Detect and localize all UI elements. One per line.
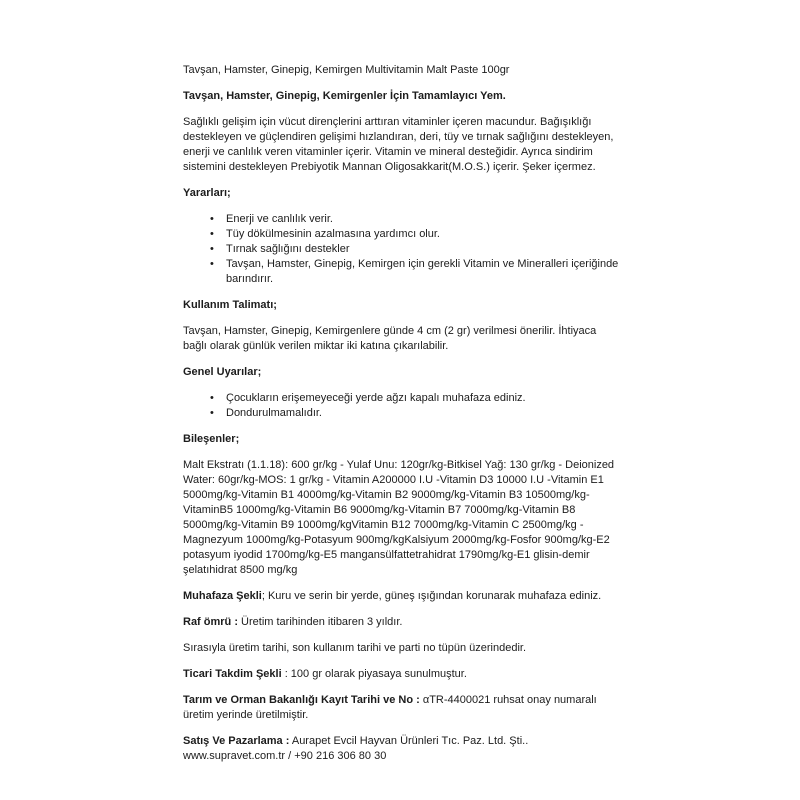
registration-line xyxy=(183,693,621,723)
date-note-line: Sırasıyla üretim tarihi, son kullanım tarihi ve parti no tüpün üzerindedir. xyxy=(183,642,526,654)
sales-label: Satış Ve Pazarlama : xyxy=(183,735,290,747)
shelf-life-label: Raf ömrü : xyxy=(183,616,238,628)
warnings-list xyxy=(183,391,621,421)
ingredients-paragraph: Malt Ekstratı (1.1.18): 600 gr/kg - Yulaf Unu: 120gr/kg-Bitkisel Yağ: 130 gr/kg - Deionized Water: 60gr/kg-MOS: 1 gr/kg - Vitamin A200000 I.U -Vitamin D3 10000 I.U -Vitamin E1 5000mg/kg-Vitamin B1 4000mg/kg-Vitamin B2 9000mg/kg-Vitamin B3 10500mg/kg-VitaminB5 1000mg/kg-Vitamin B6 9000mg/kg-Vitamin B7 7000mg/kg-Vitamin B8 5000mg/kg-Vitamin B9 1000mg/kgVitamin B12 7000mg/kg-Vitamin C 2500mg/kg -Magnezyum 1000mg/kg-Potasyum 900mg/kgKalsiyum 2000mg/kg-Fosfor 900mg/kg-E2 potasyum iyodid 1700mg/kg-E5 mangansülfattetrahidrat 1790mg/kg-E1 glisin-demir şelatıhidrat 8500 mg/kg xyxy=(183,459,615,576)
presentation-text: : 100 gr olarak piyasaya sunulmuştur. xyxy=(281,668,467,680)
warning-item: • Çocukların erişemeyeceği yerde ağzı kapalı muhafaza ediniz. xyxy=(226,391,621,406)
benefits-list xyxy=(183,212,621,287)
ingredients-heading: Bileşenler; xyxy=(183,433,240,445)
presentation-label: Ticari Takdim Şekli xyxy=(183,668,282,680)
benefit-item: • Tüy dökülmesinin azalmasına yardımcı olur. xyxy=(226,227,621,242)
product-title: Tavşan, Hamster, Ginepig, Kemirgen Multivitamin Malt Paste 100gr xyxy=(183,64,510,76)
storage-line xyxy=(183,589,621,604)
warning-item: • Dondurulmamalıdır. xyxy=(226,406,621,421)
benefit-item: • Enerji ve canlılık verir. xyxy=(226,212,621,227)
storage-text: ; Kuru ve serin bir yerde, güneş ışığından korunarak muhafaza ediniz. xyxy=(261,590,602,602)
product-subtitle: Tavşan, Hamster, Ginepig, Kemirgenler İçin Tamamlayıcı Yem. xyxy=(183,90,506,102)
warnings-heading: Genel Uyarılar; xyxy=(183,366,262,378)
usage-heading: Kullanım Talimatı; xyxy=(183,299,277,311)
storage-label: Muhafaza Şekli xyxy=(183,590,262,602)
sales-line xyxy=(183,734,621,764)
document-body xyxy=(183,63,621,775)
benefits-heading: Yararları; xyxy=(183,187,231,199)
intro-paragraph: Sağlıklı gelişim için vücut dirençlerini arttıran vitaminler içeren macundur. Bağışıklığı destekleyen ve güçlendiren gelişimi hızlandıran, deri, tüy ve tırnak sağlığını destekleyen, enerji ve canlılık veren vitaminler içerir. Vitamin ve mineral desteğidir. Ayrıca sindirim sistemini destekleyen Prebiyotik Mannan Oligosakkarit(M.O.S.) içerir. Şeker içermez. xyxy=(183,116,614,173)
presentation-line xyxy=(183,667,621,682)
sales-text: Aurapet Evcil Hayvan Ürünleri Tıc. Paz. Ltd. Şti.. www.supravet.com.tr / +90 216 306 80 30 xyxy=(183,735,529,762)
benefit-item: • Tırnak sağlığını destekler xyxy=(226,242,621,257)
shelf-life-text: Üretim tarihinden itibaren 3 yıldır. xyxy=(238,616,403,628)
shelf-life-line xyxy=(183,615,621,630)
usage-paragraph: Tavşan, Hamster, Ginepig, Kemirgenlere günde 4 cm (2 gr) verilmesi önerilir. İhtiyaca bağlı olarak günlük verilen miktar iki katına çıkarılabilir. xyxy=(183,325,597,352)
registration-text: αTR-4400021 ruhsat onay numaralı üretim yerinde üretilmiştir. xyxy=(183,694,597,721)
registration-label: Tarım ve Orman Bakanlığı Kayıt Tarihi ve No : xyxy=(183,694,420,706)
benefit-item: • Tavşan, Hamster, Ginepig, Kemirgen için gerekli Vitamin ve Mineralleri içeriğinde barındırır. xyxy=(226,257,621,287)
